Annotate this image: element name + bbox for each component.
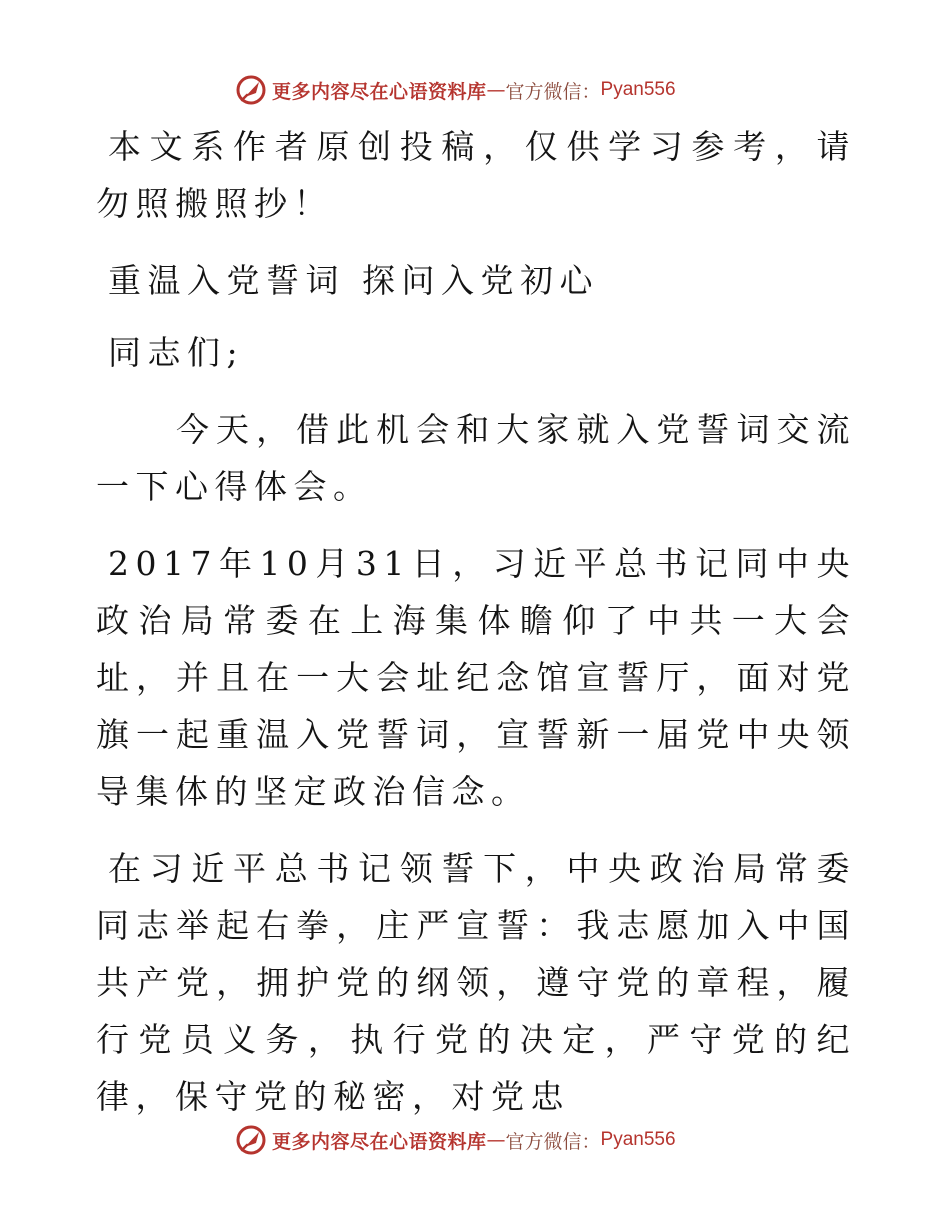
document-title: 重温入党誓词 探问入党初心 [108, 261, 599, 300]
watermark-main-text: 更多内容尽在心语资料库 [272, 80, 487, 103]
watermark-dash: — [486, 79, 506, 101]
watermark-main-text: 更多内容尽在心语资料库 [272, 1130, 487, 1153]
body-paragraph: 2017年10月31日，习近平总书记同中央政治局常委在上海集体瞻仰了中共一大会址，并且在一大会址纪念馆宣誓厅，面对党旗一起重温入党誓词，宣誓新一届党中央领导集体的坚定政治信念。 [96, 544, 856, 811]
document-body [96, 118, 856, 1145]
watermark-sub-text: 官方微信： [505, 80, 601, 103]
body-paragraph: 在习近平总书记领誓下，中央政治局常委同志举起右拳，庄严宣誓：我志愿加入中国共产党，拥护党的纲领，遵守党的章程，履行党员义务，执行党的决定，严守党的纪律，保守党的秘密，对党忠 [96, 849, 856, 1116]
watermark-wechat-id: Pyan556 [600, 1129, 676, 1150]
watermark-sub-text: 官方微信： [505, 1130, 601, 1153]
copyright-notice: 本文系作者原创投稿，仅供学习参考，请勿照搬照抄！ [96, 127, 856, 223]
quill-pen-circle-icon [234, 1123, 268, 1157]
body-paragraph: 今天，借此机会和大家就入党誓词交流一下心得体会。 [96, 410, 856, 506]
footer-watermark [234, 1122, 754, 1158]
quill-pen-circle-icon [234, 73, 268, 107]
watermark-wechat-id: Pyan556 [600, 79, 676, 100]
salutation: 同志们; [108, 333, 245, 372]
watermark-dash: — [486, 1129, 506, 1151]
header-watermark [234, 72, 754, 108]
